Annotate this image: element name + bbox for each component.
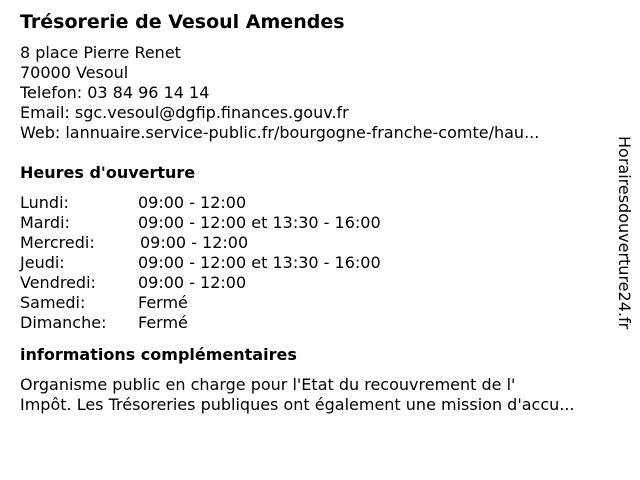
day-label: Mercredi: xyxy=(20,233,95,252)
phone-line: Telefon: 03 84 96 14 14 xyxy=(20,83,210,102)
email-line: Email: sgc.vesoul@dgfip.finances.gouv.fr xyxy=(20,103,349,122)
additional-info-line: Impôt. Les Trésoreries publiques ont également une mission d'accu... xyxy=(20,395,575,414)
additional-info-heading: informations complémentaires xyxy=(20,345,297,364)
day-hours: Fermé xyxy=(138,293,188,312)
hours-row-tuesday xyxy=(20,213,620,233)
day-label: Jeudi: xyxy=(20,253,65,272)
day-hours: Fermé xyxy=(138,313,188,332)
address-block xyxy=(20,43,620,143)
additional-info-line: Organisme public en charge pour l'Etat du recouvrement de l' xyxy=(20,375,516,394)
opening-hours-heading: Heures d'ouverture xyxy=(20,163,196,182)
hours-row-sunday xyxy=(20,313,620,333)
day-hours: 09:00 - 12:00 et 13:30 - 16:00 xyxy=(138,213,381,232)
day-label: Dimanche: xyxy=(20,313,107,332)
place-title: Trésorerie de Vesoul Amendes xyxy=(20,11,345,33)
day-label: Samedi: xyxy=(20,293,86,312)
day-hours: 09:00 - 12:00 xyxy=(140,233,249,252)
day-label: Vendredi: xyxy=(20,273,96,292)
day-hours: 09:00 - 12:00 et 13:30 - 16:00 xyxy=(138,253,381,272)
additional-info-text xyxy=(20,375,620,415)
day-label: Lundi: xyxy=(20,193,69,212)
opening-hours-table xyxy=(20,193,620,333)
address-street: 8 place Pierre Renet xyxy=(20,43,181,62)
hours-row-wednesday xyxy=(20,233,620,253)
address-city: 70000 Vesoul xyxy=(20,63,129,82)
hours-row-saturday xyxy=(20,293,620,313)
hours-row-thursday xyxy=(20,253,620,273)
site-watermark: Horairesdouverture24.fr xyxy=(615,136,634,330)
web-line: Web: lannuaire.service-public.fr/bourgogne-franche-comte/hau... xyxy=(20,123,540,142)
day-hours: 09:00 - 12:00 xyxy=(138,193,247,212)
hours-row-friday xyxy=(20,273,620,293)
day-hours: 09:00 - 12:00 xyxy=(138,273,247,292)
place-card xyxy=(20,10,620,415)
day-label: Mardi: xyxy=(20,213,70,232)
hours-row-monday xyxy=(20,193,620,213)
